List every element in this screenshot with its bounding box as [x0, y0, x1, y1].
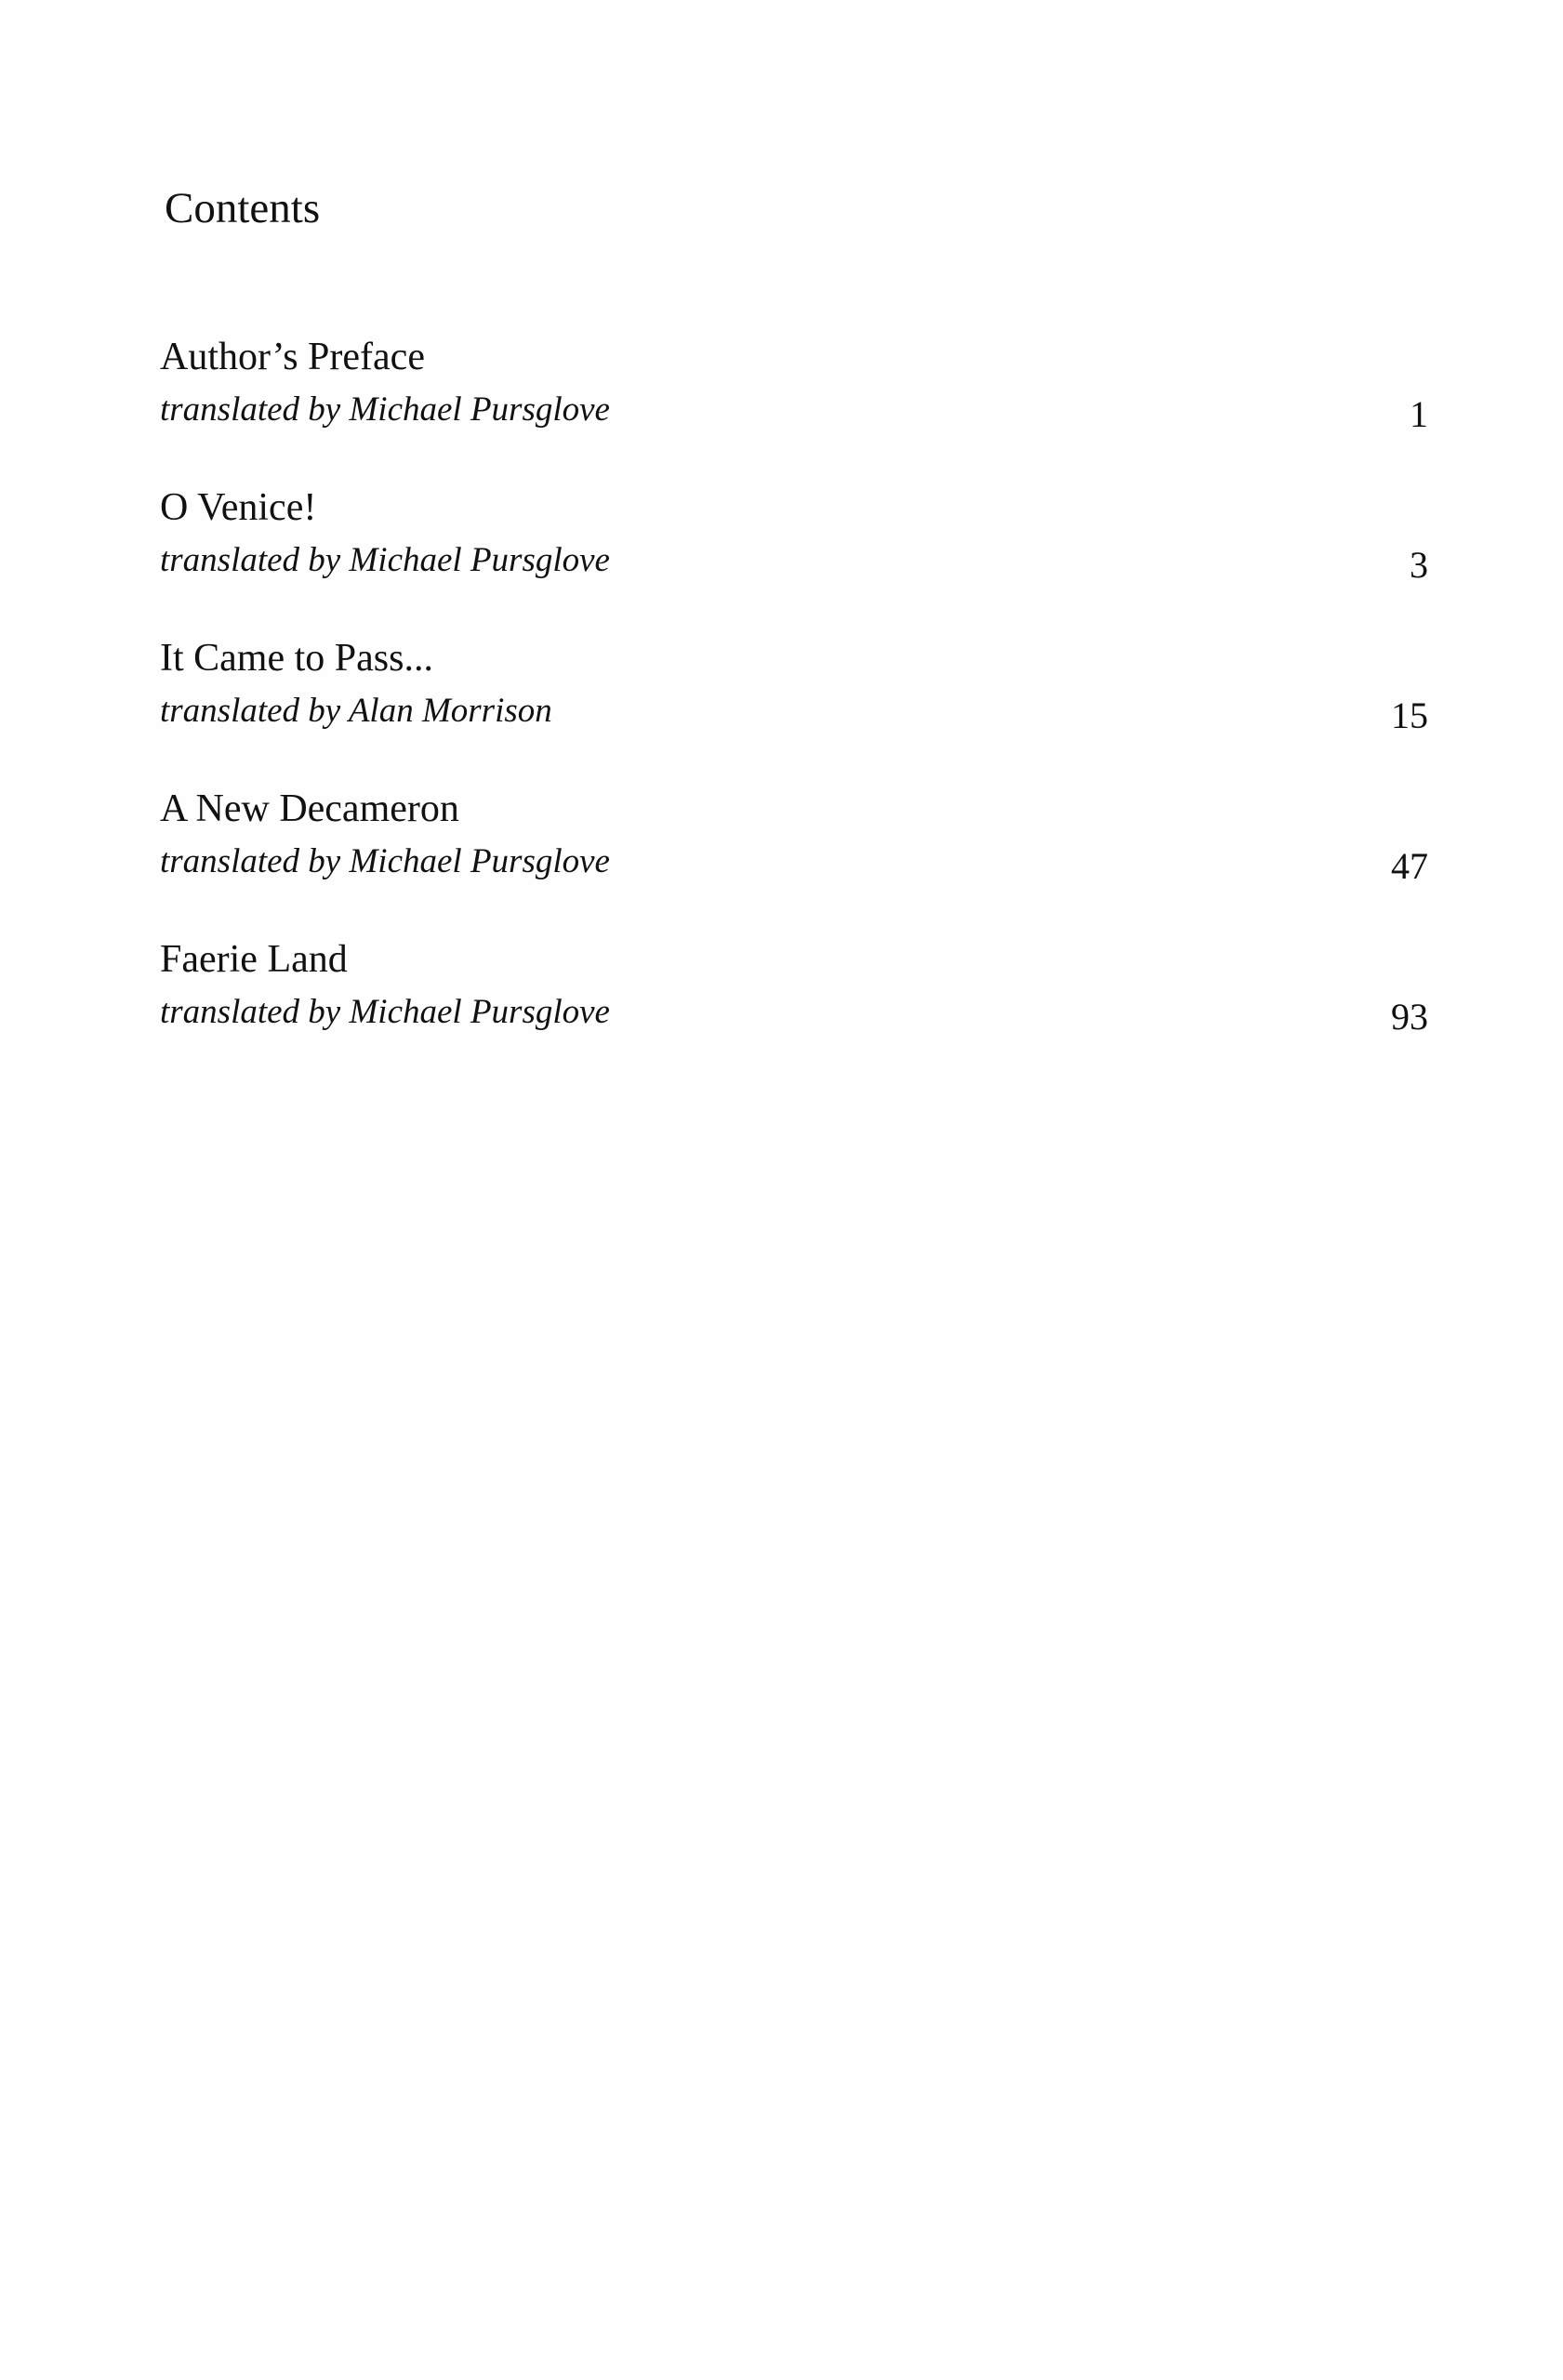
- entry-translator: translated by Alan Morrison: [160, 692, 552, 730]
- entry-translator: translated by Michael Pursglove: [160, 541, 610, 579]
- entry-page-number: 93: [1391, 996, 1428, 1038]
- contents-heading: Contents: [165, 184, 321, 232]
- entry-translator: translated by Michael Pursglove: [160, 993, 610, 1031]
- entry-translator: translated by Michael Pursglove: [160, 842, 610, 880]
- entry-title: Faerie Land: [160, 938, 348, 981]
- entry-translator: translated by Michael Pursglove: [160, 390, 610, 429]
- entry-page-number: 15: [1391, 694, 1428, 736]
- entry-title: O Venice!: [160, 486, 317, 529]
- table-of-contents: [160, 331, 1428, 1084]
- entry-page-number: 1: [1410, 393, 1428, 435]
- entry-page-number: 47: [1391, 845, 1428, 887]
- entry-page-number: 3: [1410, 544, 1428, 586]
- entry-title: It Came to Pass...: [160, 637, 433, 680]
- toc-entry-faerie-land: [160, 933, 1428, 1084]
- toc-entry-a-new-decameron: [160, 783, 1428, 933]
- toc-entry-authors-preface: [160, 331, 1428, 482]
- entry-title: A New Decameron: [160, 787, 459, 830]
- toc-entry-o-venice: [160, 482, 1428, 632]
- entry-title: Author’s Preface: [160, 336, 425, 378]
- toc-entry-it-came-to-pass: [160, 632, 1428, 783]
